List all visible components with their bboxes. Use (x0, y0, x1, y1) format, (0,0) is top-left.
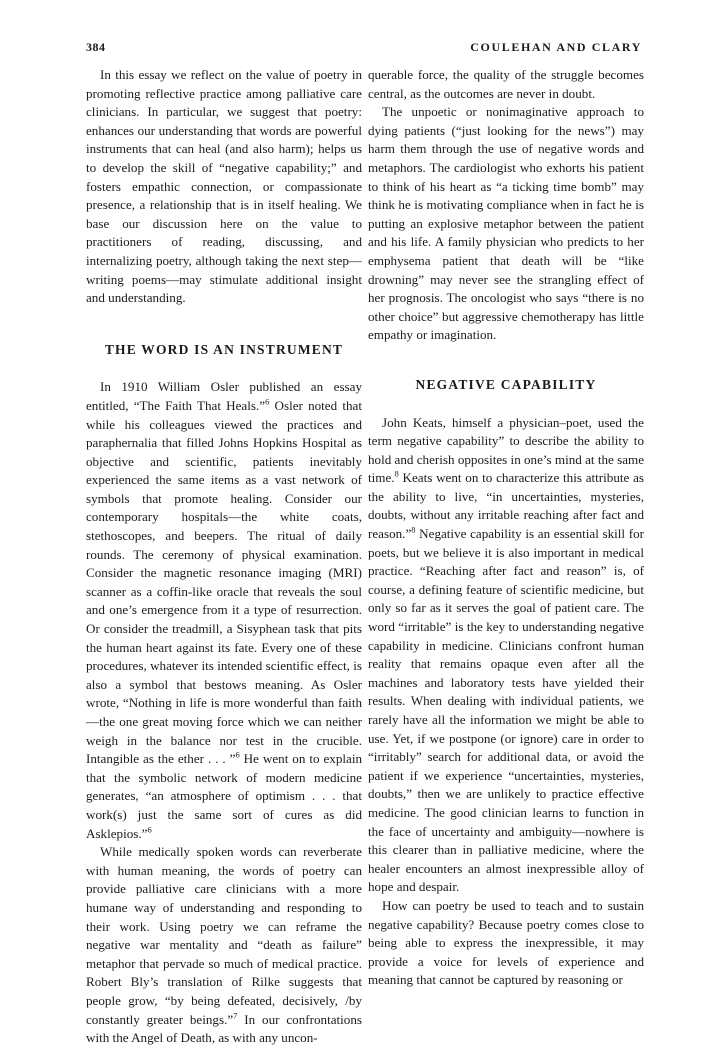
osler-text-a: In 1910 William Osler published an essay entitled, “The Faith That Heals.” (86, 379, 362, 413)
page-number: 384 (86, 40, 106, 54)
right-column (368, 66, 644, 990)
poetry-words-text-b: In our confrontations with the Angel of Death, as with any uncon- (86, 1011, 362, 1046)
citation-ref: 6 (235, 749, 240, 760)
citation-ref: 8 (411, 524, 416, 535)
running-head: COULEHAN AND CLARY (470, 40, 642, 54)
unpoetic-paragraph: The unpoetic or nonimaginative approach to dying patients (“just looking for the news”) may harm them through the use of negative words and metaphors. The cardiologist who exhorts his patient to think of his heart as “a ticking time bomb” may think he is motivating compliance when in fact he is putting an explosive metaphor between the patient and his life. A family physician who predicts to her emphysema patient that death will be “like drowning” may never see the strangling effect of her prognosis. The oncologist who says “there is no other choice” but aggressive chemotherapy has little empathy or imagination. (368, 104, 644, 343)
left-column (86, 66, 362, 1048)
citation-ref: 8 (394, 468, 399, 479)
intro-paragraph: In this essay we reflect on the value of poetry in promoting reflective practice among palliative care clinicians. In particular, we suggest that poetry: enhances our understanding that words are powerful instruments that can heal (and also harm); helps us to develop the skill of “negative capability;” and fosters empathic connection, or compassionate presence, a relationship that is in itself healing. We base our discussion here on the value to practitioners of reading, discussing, and internalizing poetry, although taking the next step—writing poems—may stimulate additional insight and understanding. (86, 67, 362, 306)
citation-ref: 6 (147, 824, 152, 835)
section-heading-word-instrument: THE WORD IS AN INSTRUMENT (104, 341, 344, 357)
citation-ref: 7 (233, 1010, 238, 1021)
citation-ref: 6 (265, 396, 270, 407)
keats-text-b: Keats went on to characterize this attribute as the ability to live, “in uncertainties, mysteries, doubts, without any irritable reaching after fact and reason.” (368, 470, 644, 542)
keats-paragraph (368, 414, 644, 897)
continued-paragraph: querable force, the quality of the struggle becomes central, as the outcomes are never in doubt. (368, 67, 644, 101)
keats-text-a: John Keats, himself a physician–poet, used the term negative capability” to describe the ability to hold and cherish opposites in one’s mind at the same time. (368, 414, 645, 486)
section-heading-negative-capability: NEGATIVE CAPABILITY (415, 376, 597, 392)
how-poetry-paragraph: How can poetry be used to teach and to sustain negative capability? Because poetry comes close to being able to express the inexpressible, it may provide a voice for levels of experience and meaning that cannot be captured by reasoning or (368, 897, 644, 988)
osler-text-b: Osler noted that while his colleagues viewed the practices and paraphernalia that filled Johns Hopkins Hospital as objective and scientific, patients inevitably experienced the same items as a vast network of symbols that promote healing. Consider our contemporary hospitals—the white coats, stethoscopes, and beepers. The ritual of daily rounds. The ceremony of physical examination. Consider the magnetic resonance imaging (MRI) scanner as a coffin-like oracle that reveals the soul and one’s emergence from it a type of resurrection. Or consider the treadmill, a Sisyphean task that pits the human heart against its fate. Every one of these procedures, whatever its intended scientific effect, is also a symbol that bestows meaning. As Osler wrote, “Nothing in life is more wonderful than faith—the one great moving force which we can neither weigh in the balance nor test in the crucible. Intangible as the ether . . . ” (86, 397, 362, 767)
osler-paragraph (86, 378, 362, 843)
poetry-words-text-a: While medically spoken words can reverberate with human meaning, the words of poetry can provide palliative care clinicians with a more humane way of understanding and responding to their work. Using poetry we can reframe the negative war mentality and “death as failure” metaphor that pervade so much of medical practice. Robert Bly’s translation of Rilke suggests that people grow, “by being defeated, decisively, /by constantly greater beings.” (86, 844, 362, 1027)
keats-text-c: Negative capability is an essential skill for poets, but we believe it is also important in medical practice. “Reaching after fact and reason” is, of course, a defining feature of scientific medicine, but only so far as it serves the goal of patient care. The word “irritable” is the key to understanding negative capability in medicine. Clinicians confront human reality that remains opaque even after all the machines and laboratory tests have yielded their results. When dealing with individual patients, we rarely have all the information we might be able to use. Yet, if we postpone (or ignore) care in order to “irritably” search for additional data, or avoid the patient if we experience “uncertainties, mysteries, doubts,” then we are unlikely to practice effective medicine. The good clinician learns to function in the face of uncertainty and ambiguity—nowhere is this clearer than in palliative medicine, where the healer encounters an almost inexpressible alloy of hope and despair. (368, 526, 644, 895)
poetry-words-paragraph (86, 843, 362, 1048)
osler-text-c: He went on to explain that the symbolic network of modern medicine generates, “an atmosphere of optimism . . . that work(s) just the same sort of cures as did Asklepios.” (86, 751, 363, 841)
